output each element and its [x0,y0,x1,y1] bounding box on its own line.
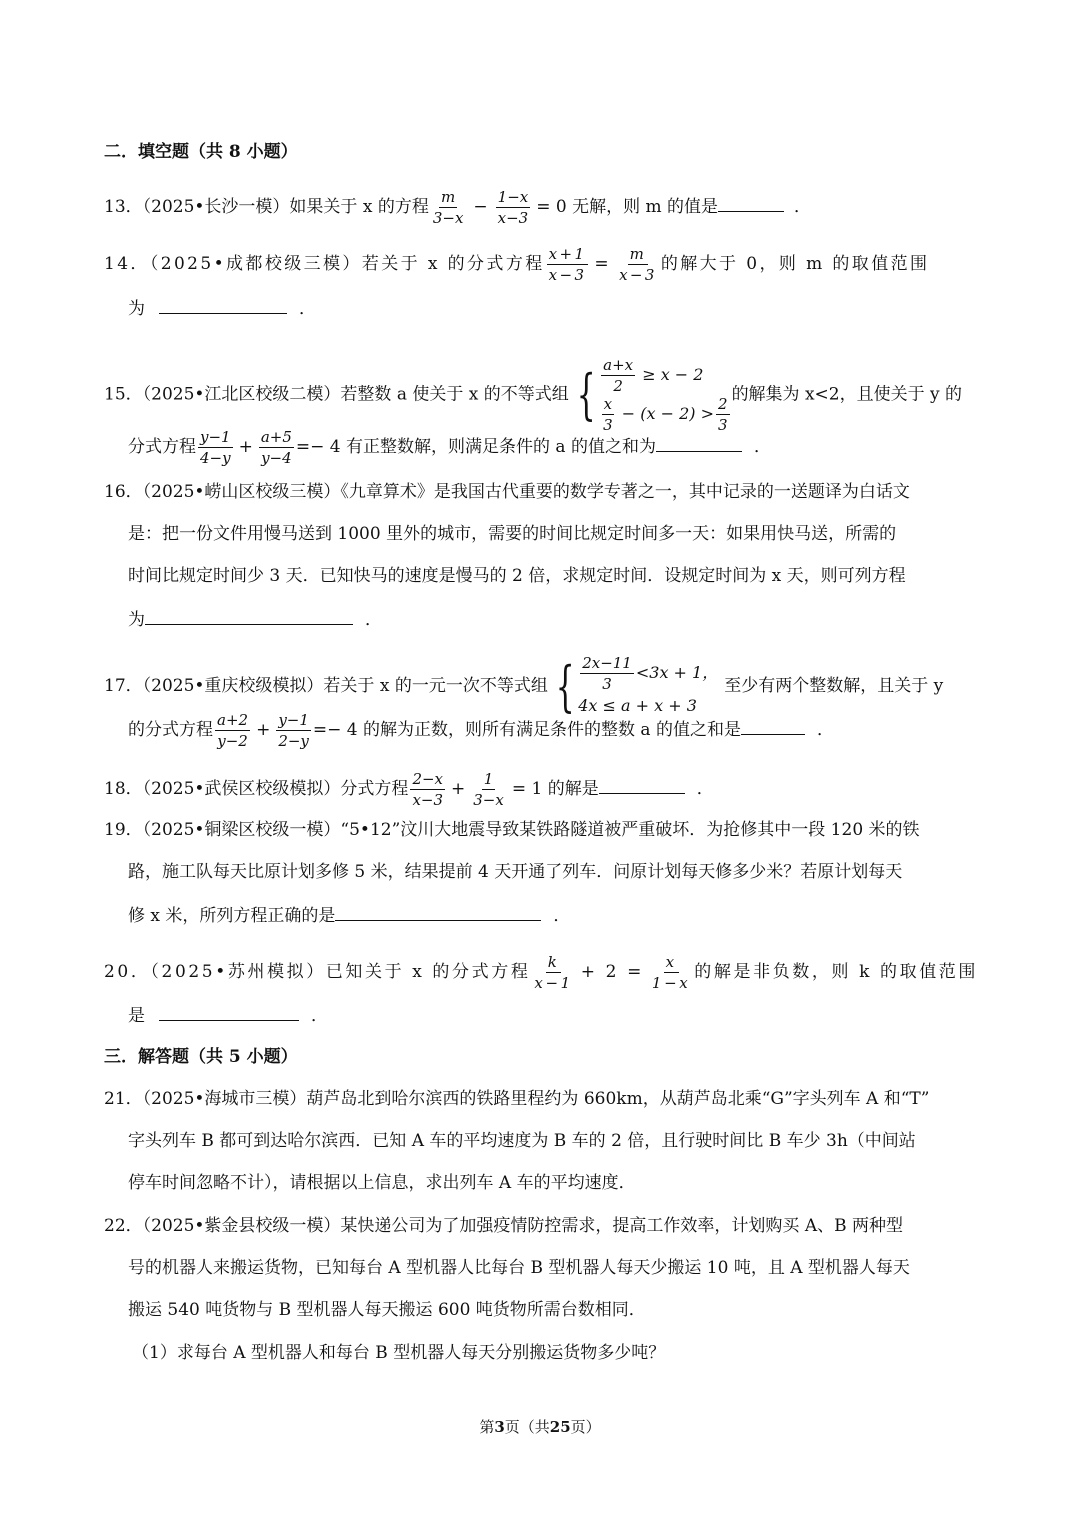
question-13: 13．（2025•长沙一模）如果关于 x 的方程 $\frac{m}{3-x}$ − $\frac{1-x}{x-3}$ = 0 无解，则 m 的值是 ． [104,188,812,227]
q13-fraction-1: $\frac{m}{3-x}$ [432,188,464,227]
question-21-line-3: 停车时间忽略不计），请根据以上信息，求出列车 A 车的平均速度． [128,1173,636,1193]
answer-blank[interactable] [718,193,784,212]
page-footer: 第3页（共25页） [479,1418,601,1436]
question-18: 18．（2025•武侯区校级模拟）分式方程 $\frac{2-x}{x-3}$ + $\frac{1}{3-x}$ = 1 的解是 ． [104,770,714,809]
question-19-line-2: 路，施工队每天比原计划多修 5 米，结果提前 4 天开通了列车．问原计划每天修多少米？若原计划每天 [128,862,903,882]
question-19-line-3: 修 x 米，所列方程正确的是 ． [128,902,570,928]
q14-fraction-1: $\frac{x+1}{x-3}$ [548,245,587,284]
answer-blank[interactable] [599,775,685,794]
question-21: 21．（2025•海城市三模）葫芦岛北到哈尔滨西的铁路里程约为 660km，从葫芦岛北乘“G”字头列车 A 和“T” [104,1089,930,1109]
q14-fraction-2: $\frac{m}{x-3}$ [619,245,657,284]
question-14-line-2: 为 ． [128,295,316,321]
question-16: 16．（2025•崂山区校级三模）《九章算术》是我国古代重要的数学专著之一，其中记录的一送题译为白话文 [104,482,910,502]
q15-inequality-system: { $\frac{a+x}{2}$ ≥ x − 2 $\frac{x}{3}$ − (x − 2) > $\frac{2}{3}$ [576,356,728,434]
question-15-line-2: 分式方程 $\frac{y-1}{4-y}$ + $\frac{a+5}{y-4}$ =− 4 有正整数解，则满足条件的 a 的值之和为 ． [128,428,771,467]
q13-fraction-2: $\frac{1-x}{x-3}$ [497,188,529,227]
question-14: 14．（2025•成都校级三模）若关于 x 的分式方程 $\frac{x+1}{x-3}$ = $\frac{m}{x-3}$ 的解大于 0，则 m 的取值范围 [104,245,930,284]
question-22-part-1: （1）求每台 A 型机器人和每台 B 型机器人每天分别搬运货物多少吨？ [132,1343,666,1363]
question-15: 15．（2025•江北区校级二模）若整数 a 使关于 x 的不等式组 { $\frac{a+x}{2}$ ≥ x − 2 $\frac{x}{3}$ − (x − 2) > $\frac{2}{3}$ 的解集为 x<2，且使关于 y 的 [104,356,963,434]
question-19: 19．（2025•铜梁区校级一模）“5•12”汶川大地震导致某铁路隧道被严重破坏．为抢修其中一段 120 米的铁 [104,820,920,840]
q17-inequality-system: { $\frac{2x-11}{3}$ <3x + 1， 4x ≤ a + x + 3 [555,654,719,718]
question-20-line-2: 是 ． [128,1002,328,1028]
answer-blank[interactable] [145,606,353,625]
answer-blank[interactable] [335,902,541,921]
question-17: 17．（2025•重庆校级模拟）若关于 x 的一元一次不等式组 { $\frac{2x-11}{3}$ <3x + 1， 4x ≤ a + x + 3 至少有两个整数解，且关于 y [104,654,944,718]
question-22: 22．（2025•紫金县校级一模）某快递公司为了加强疫情防控需求，提高工作效率，计划购买 A、B 两种型 [104,1216,903,1236]
question-21-line-2: 字头列车 B 都可到达哈尔滨西．已知 A 车的平均速度为 B 车的 2 倍，且行驶时间比 B 车少 3h（中间站 [128,1131,916,1151]
question-16-line-3: 时间比规定时间少 3 天．已知快马的速度是慢马的 2 倍，求规定时间．设规定时间为 x 天，则可列方程 [128,566,906,586]
q13-text: 13．（2025•长沙一模）如果关于 x 的方程 [104,197,429,217]
question-17-line-2: 的分式方程 $\frac{a+2}{y-2}$ + $\frac{y-1}{2-y}$ =− 4 的解为正数，则所有满足条件的整数 a 的值之和是 ． [128,711,834,750]
question-16-line-2: 是：把一份文件用慢马送到 1000 里外的城市，需要的时间比规定时间多一天：如果用快马送，所需的 [128,524,897,544]
question-22-line-2: 号的机器人来搬运货物，已知每台 A 型机器人比每台 B 型机器人每天少搬运 10 吨，且 A 型机器人每天 [128,1258,910,1278]
answer-blank[interactable] [159,1002,299,1021]
answer-blank[interactable] [159,295,287,314]
question-22-line-3: 搬运 540 吨货物与 B 型机器人每天搬运 600 吨货物所需台数相同． [128,1300,646,1320]
section-heading-fill-in: 二．填空题（共 8 小题） [104,142,298,162]
question-20: 20．（2025•苏州模拟）已知关于 x 的分式方程 $\frac{k}{x-1}$ + 2 = $\frac{x}{1-x}$ 的解是非负数，则 k 的取值范围 [104,953,979,992]
section-heading-solutions: 三．解答题（共 5 小题） [104,1047,298,1067]
answer-blank[interactable] [741,716,805,735]
total-pages: 25 [549,1418,571,1436]
answer-blank[interactable] [656,433,742,452]
question-16-line-4: 为 ． [128,606,382,632]
page-number: 3 [494,1418,505,1436]
